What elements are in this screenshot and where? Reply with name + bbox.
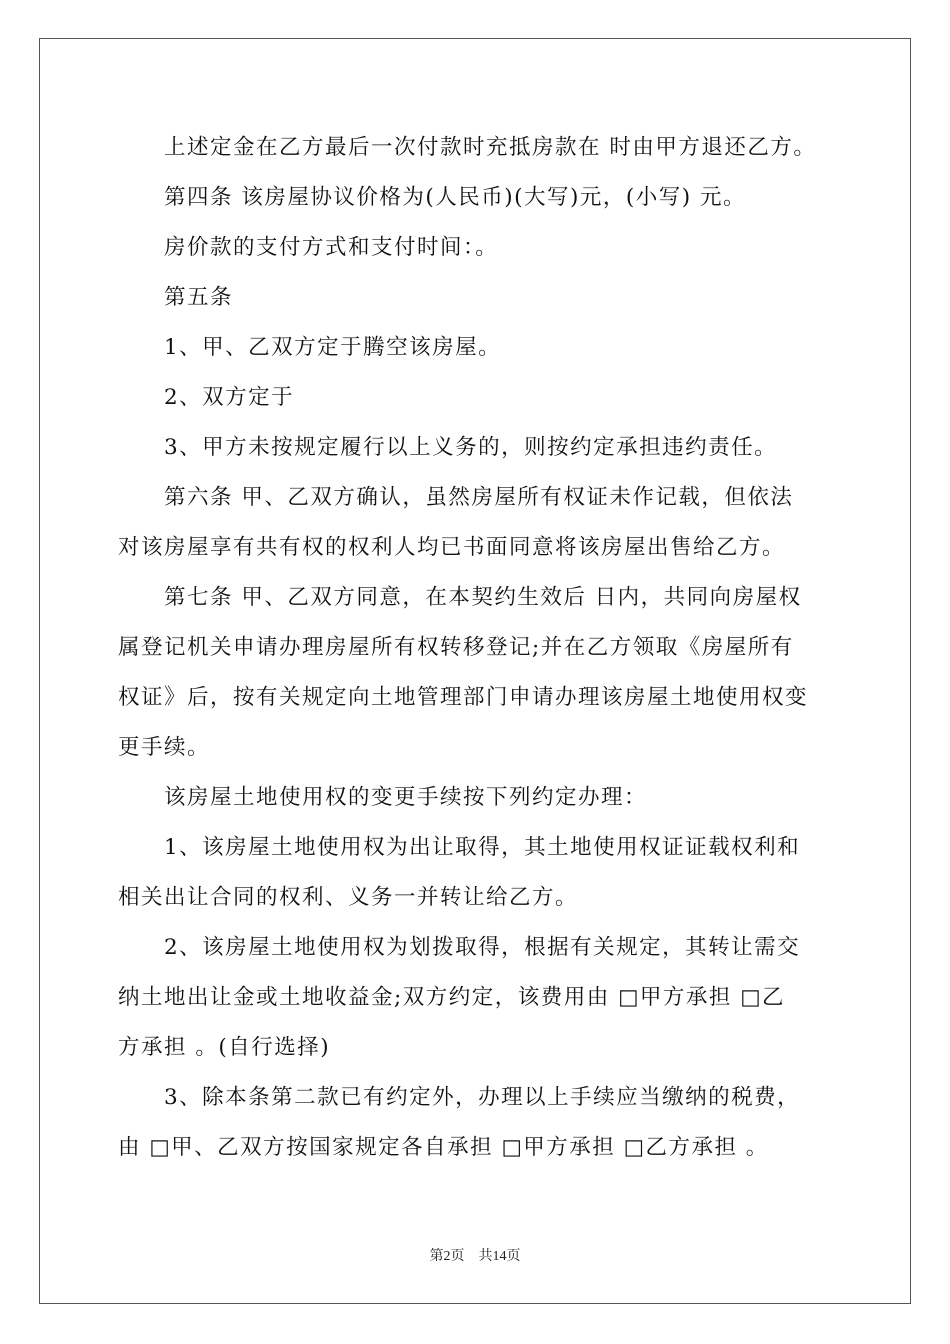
text-line: 第七条 甲、乙双方同意，在本契约生效后 日内，共同向房屋权 (118, 585, 802, 610)
text-line: 3、甲方未按规定履行以上义务的，则按约定承担违约责任。 (118, 435, 778, 460)
text-line: 方承担 。(自行选择) (118, 1035, 331, 1060)
text-line: 2、双方定于 (118, 385, 295, 410)
text-line: 3、除本条第二款已有约定外，办理以上手续应当缴纳的税费， (118, 1085, 801, 1110)
text-line: 1、甲、乙双方定于腾空该房屋。 (118, 335, 502, 360)
text-line: 相关出让合同的权利、义务一并转让给乙方。 (118, 885, 579, 910)
text-line: 上述定金在乙方最后一次付款时充抵房款在 时由甲方退还乙方。 (118, 135, 817, 160)
page-border (39, 38, 911, 1304)
text-line: 第六条 甲、乙双方确认，虽然房屋所有权证未作记载，但依法 (118, 485, 794, 510)
text-line: 纳土地出让金或土地收益金;双方约定，该费用由 □甲方承担 □乙 (118, 985, 786, 1010)
text-line: 第五条 (118, 285, 234, 310)
text-line: 由 □甲、乙双方按国家规定各自承担 □甲方承担 □乙方承担 。 (118, 1135, 769, 1160)
text-line: 房价款的支付方式和支付时间：。 (118, 235, 499, 260)
text-line: 权证》后，按有关规定向土地管理部门申请办理该房屋土地使用权变 (118, 685, 809, 710)
text-line: 第四条 该房屋协议价格为(人民币)(大写)元，(小写) 元。 (118, 185, 746, 210)
page-number-footer: 第2页 共14页 (429, 1249, 521, 1264)
text-line: 1、该房屋土地使用权为出让取得，其土地使用权证证载权利和 (118, 835, 801, 860)
text-line: 更手续。 (118, 735, 211, 760)
text-line: 对该房屋享有共有权的权利人均已书面同意将该房屋出售给乙方。 (118, 535, 786, 560)
text-line: 属登记机关申请办理房屋所有权转移登记;并在乙方领取《房屋所有 (118, 635, 794, 660)
text-line: 该房屋土地使用权的变更手续按下列约定办理： (118, 785, 648, 810)
text-line: 2、该房屋土地使用权为划拨取得，根据有关规定，其转让需交 (118, 935, 801, 960)
